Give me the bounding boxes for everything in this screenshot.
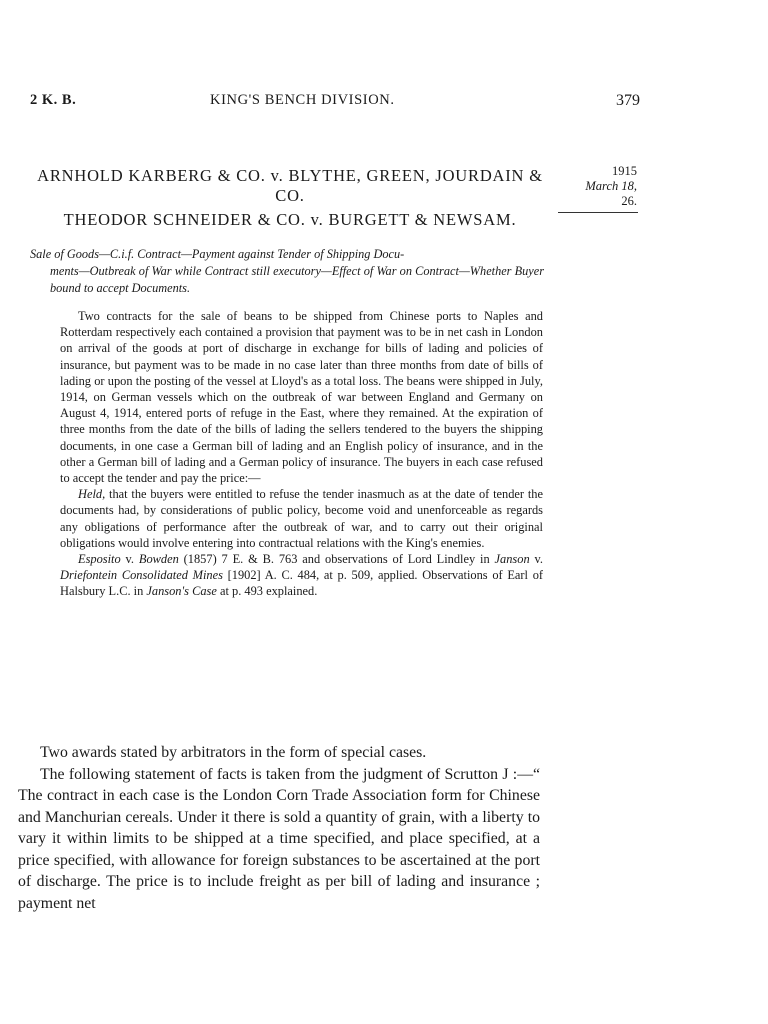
case-cite-esposito: Esposito	[78, 552, 121, 567]
catchwords-line1: Sale of Goods—C.i.f. Contract—Payment against Tender of Shipping Docu-	[30, 247, 405, 261]
body-paragraph-2: The following statement of facts is taken from the judgment of Scrutton J :—“ The contract in each case is the London Corn Trade Association form for Chinese and Manchurian cereals. Under it there is sold a quantity of grain, with a liberty to vary it within limits to be shipped at a time specified, and place specified, at a price specified, with allowance for foreign substances to be ascertained at the port of discharge. The price is to include freight as per bill of lading and insurance ; payment net	[18, 765, 540, 912]
headnote-held	[60, 486, 543, 551]
running-head	[30, 92, 640, 112]
authorities-text-3: at p. 493 explained.	[216, 584, 318, 599]
held-text: that the buyers were entitled to refuse the tender inasmuch as at the date of tender the documents had, by considerations of public policy, become void and unenforceable as regards any obligations of performance after the outbreak of war, and to carry out their original obligations would involve entering into contractual relations with the King's enemies.	[60, 487, 543, 550]
authorities-text-2: [1902] A. C. 484, at p. 509, applied. Observations of Earl of Halsbury L.C. in	[60, 568, 544, 599]
case-cite-v2: v.	[529, 552, 544, 567]
margin-date-note	[555, 164, 637, 209]
report-body	[18, 742, 540, 914]
page-number: 379	[616, 92, 640, 109]
margin-year: 1915	[612, 164, 637, 178]
headnote	[60, 308, 543, 600]
case-cite-driefontein: Driefontein Consolidated Mines	[60, 568, 223, 583]
headnote-authorities	[60, 551, 543, 600]
margin-dates-line1: March 18,	[585, 179, 637, 193]
division-title: KING'S BENCH DIVISION.	[210, 92, 395, 108]
catchwords-line2: ments—Outbreak of War while Contract still executory—Effect of War on Contract—Whether Buyer bound to accept Documents.	[50, 264, 544, 295]
case-cite-bowden: Bowden	[138, 552, 179, 567]
margin-rule	[558, 212, 638, 213]
case-cite-janson: Janson	[494, 552, 530, 567]
report-section: 2 K. B.	[30, 92, 77, 108]
case-title-karberg: ARNHOLD KARBERG & CO. v. BLYTHE, GREEN, JOURDAIN & CO.	[37, 166, 543, 205]
authorities-text-1: (1857) 7 E. & B. 763 and observations of Lord Lindley in	[178, 552, 495, 567]
body-paragraph-1: Two awards stated by arbitrators in the form of special cases.	[40, 744, 427, 761]
catchwords	[30, 246, 544, 297]
case-cite-jansons-case: Janson's Case	[146, 584, 217, 599]
margin-dates-line2: 26.	[621, 194, 637, 208]
case-cite-v1: v.	[120, 552, 139, 567]
case-title-schneider: THEODOR SCHNEIDER & CO. v. BURGETT & NEWSAM.	[63, 210, 517, 229]
held-label: Held,	[78, 487, 106, 502]
headnote-facts: Two contracts for the sale of beans to be shipped from Chinese ports to Naples and Rotterdam respectively each contained a provision that payment was to be in net cash in London on arrival of the goods at port of discharge in exchange for bills of lading and policies of insurance, but payment was to be made in no case later than three months from date of bills of lading or upon the posting of the vessel at Lloyd's as a total loss. The beans were shipped in July, 1914, on German vessels which on the outbreak of war between England and Germany on August 4, 1914, entered ports of refuge in the East, where they remained. At the expiration of three months from the date of the bills of lading the sellers tendered to the buyers the shipping documents, in one case a German bill of lading and an English policy of insurance, and in the other a German bill of lading and a German policy of insurance. The buyers in each case refused to accept the tender and pay the price:—	[60, 309, 543, 486]
